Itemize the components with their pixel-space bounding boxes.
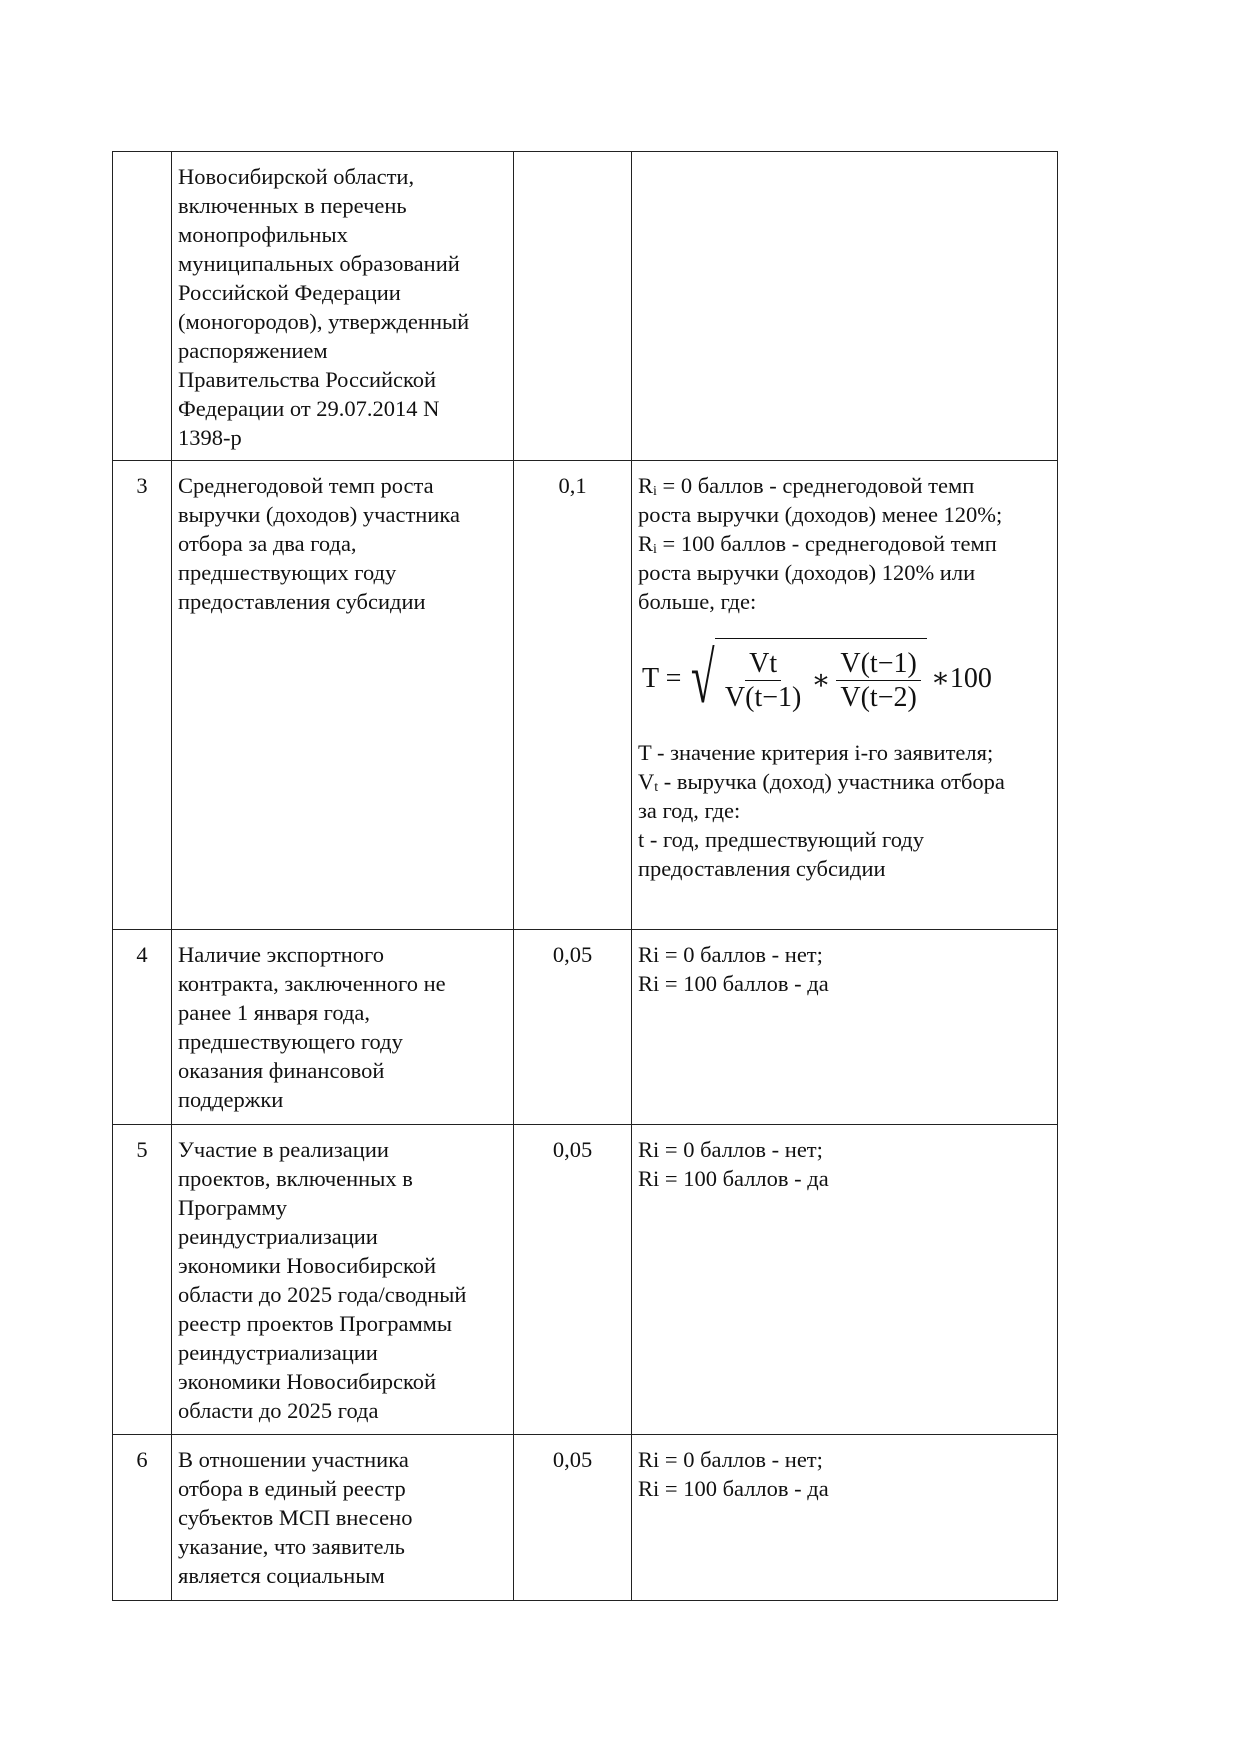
row-number: 5 bbox=[113, 1125, 172, 1435]
row-number: 4 bbox=[113, 930, 172, 1125]
criterion-weight: 0,05 bbox=[514, 1125, 632, 1435]
criterion-name: Участие в реализации проектов, включенных в Программу реиндустриализации экономики Новосибирской области до 2025 года/сводный реестр проектов Программы реиндустриализации экономики Новосибирской области до 2025 года bbox=[172, 1125, 514, 1435]
criterion-name: Среднегодовой темп роста выручки (доходов) участника отбора за два года, предшествующих году предоставления субсидии bbox=[172, 461, 514, 930]
table-row bbox=[113, 152, 1058, 461]
criteria-table bbox=[112, 151, 1058, 1601]
growth-rate-formula: T = √ $\frac{Vt}{V(t-1)}$ ∗ $\frac{V(t-1)}{V(t-2)}$ ∗100 bbox=[642, 638, 992, 718]
table-row bbox=[113, 461, 1058, 930]
fraction: $\frac{V(t-1)}{V(t-2)}$ bbox=[836, 649, 920, 712]
row-number: 6 bbox=[113, 1435, 172, 1601]
scoring-rule: $R_i = 0$ баллов - среднегодовой темп роста выручки (доходов) менее 120%; $R_i = 100$ баллов - среднегодовой темп роста выручки (доходов) 120% или больше, где: T = √ $\frac{Vt}{V(t-1)}$ ∗ $\frac{V(t-1)}{V(t-2)}$ ∗100 T - значение критерия i-го заявителя; $V_t$ - выручка (доход) участника отбора за год, где: t - год, предшествующий году предоставления субсидии bbox=[632, 461, 1058, 930]
criterion-name: Наличие экспортного контракта, заключенного не ранее 1 января года, предшествующего году оказания финансовой поддержки bbox=[172, 930, 514, 1125]
scoring-rule: Ri = 0 баллов - нет; Ri = 100 баллов - да bbox=[632, 1125, 1058, 1435]
rule-hundred-points: $R_i = 100$ баллов - среднегодовой темп bbox=[638, 531, 997, 557]
criterion-weight bbox=[514, 152, 632, 461]
criterion-name: В отношении участника отбора в единый реестр субъектов МСП внесено указание, что заявитель является социальным bbox=[172, 1435, 514, 1601]
scoring-rule: Ri = 0 баллов - нет; Ri = 100 баллов - да bbox=[632, 1435, 1058, 1601]
criterion-name: Новосибирской области, включенных в перечень монопрофильных муниципальных образований Российской Федерации (моногородов), утвержденный распоряжением Правительства Российской Федерации от 29.07.2014 N 1398-р bbox=[172, 152, 514, 461]
table-row bbox=[113, 1125, 1058, 1435]
criterion-weight: 0,05 bbox=[514, 930, 632, 1125]
criterion-weight: 0,1 bbox=[514, 461, 632, 930]
square-root-symbol: √ $\frac{Vt}{V(t-1)}$ ∗ $\frac{V(t-1)}{V(t-2)}$ bbox=[689, 638, 926, 718]
scoring-rule: Ri = 0 баллов - нет; Ri = 100 баллов - да bbox=[632, 930, 1058, 1125]
rule-zero-points: $R_i = 0$ баллов - среднегодовой темп bbox=[638, 473, 975, 499]
scoring-rule bbox=[632, 152, 1058, 461]
row-number: 3 bbox=[113, 461, 172, 930]
criterion-weight: 0,05 bbox=[514, 1435, 632, 1601]
fraction: $\frac{Vt}{V(t-1)}$ bbox=[724, 648, 802, 713]
row-number bbox=[113, 152, 172, 461]
table-row bbox=[113, 930, 1058, 1125]
table-row bbox=[113, 1435, 1058, 1601]
